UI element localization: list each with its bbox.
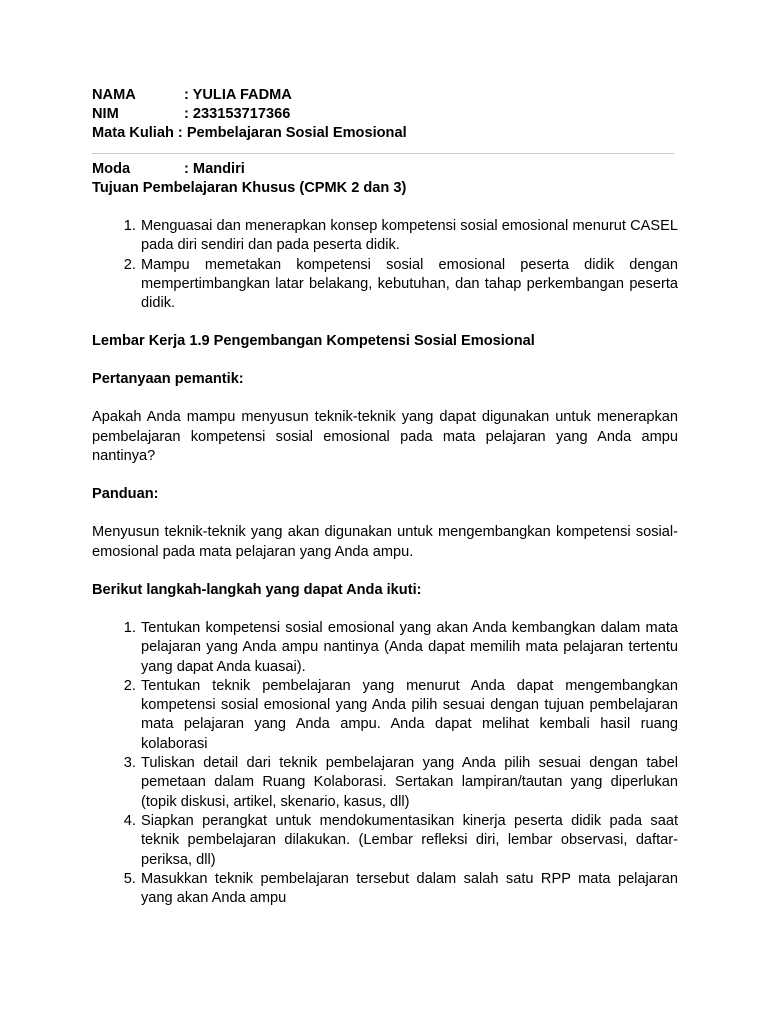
langkah-item: 1. Tentukan kompetensi sosial emosional yang akan Anda kembangkan dalam mata pelajaran yang Anda ampu nantinya (Anda dapat memilih mata pelajaran tertentu yang dapat Anda kuasai). bbox=[140, 619, 678, 677]
lembar-kerja-title: Lembar Kerja 1.9 Pengembangan Kompetensi Sosial Emosional bbox=[92, 333, 535, 350]
nim-label: NIM bbox=[92, 106, 119, 122]
nama-label: NAMA bbox=[92, 87, 136, 103]
langkah-item: 3. Tuliskan detail dari teknik pembelajaran yang Anda pilih sesuai dengan tabel pemetaan dalam Ruang Kolaborasi. Sertakan lampiran/tautan yang diperlukan (topik diskusi, artikel, skenario, kasus, dll) bbox=[140, 754, 678, 812]
matkul-label: Mata Kuliah bbox=[92, 125, 174, 141]
tujuan-list bbox=[92, 217, 678, 313]
nim-value: : 233153717366 bbox=[184, 106, 291, 122]
langkah-heading: Berikut langkah-langkah yang dapat Anda ikuti: bbox=[92, 581, 422, 598]
panduan-heading: Panduan: bbox=[92, 486, 159, 503]
langkah-item: 2. Tentukan teknik pembelajaran yang menurut Anda dapat mengembangkan kompetensi sosial emosional yang Anda pilih sesuai dengan tujuan pembelajaran mata pelajaran yang Anda ampu. Anda dapat melihat kembali hasil ruang kolaborasi bbox=[140, 677, 678, 754]
moda-label: Moda bbox=[92, 161, 131, 177]
tujuan-item: 1. Menguasai dan menerapkan konsep kompetensi sosial emosional menurut CASEL pada diri sendiri dan pada peserta didik. bbox=[140, 217, 678, 256]
tujuan-heading: Tujuan Pembelajaran Khusus (CPMK 2 dan 3) bbox=[92, 180, 407, 196]
header-divider bbox=[92, 153, 674, 154]
langkah-item: 5. Masukkan teknik pembelajaran tersebut dalam salah satu RPP mata pelajaran yang akan Anda ampu bbox=[140, 870, 678, 909]
matkul-row bbox=[92, 124, 678, 143]
matkul-value: : Pembelajaran Sosial Emosional bbox=[177, 125, 407, 141]
nim-row bbox=[92, 105, 678, 124]
moda-value: : Mandiri bbox=[184, 161, 245, 177]
tujuan-item: 2. Mampu memetakan kompetensi sosial emosional peserta didik dengan mempertimbangkan latar belakang, kebutuhan, dan tahap perkembangan peserta didik. bbox=[140, 256, 678, 314]
langkah-list bbox=[92, 619, 678, 908]
nama-row bbox=[92, 86, 678, 105]
moda-row bbox=[92, 160, 678, 179]
nama-value: : YULIA FADMA bbox=[184, 87, 292, 103]
panduan-text: Menyusun teknik-teknik yang akan digunakan untuk mengembangkan kompetensi sosial-emosional pada mata pelajaran yang Anda ampu. bbox=[92, 524, 678, 560]
pertanyaan-heading: Pertanyaan pemantik: bbox=[92, 371, 244, 388]
document-page bbox=[92, 86, 678, 908]
langkah-item: 4. Siapkan perangkat untuk mendokumentasikan kinerja peserta didik pada saat teknik pembelajaran dilakukan. (Lembar refleksi diri, lembar observasi, daftar-periksa, dll) bbox=[140, 812, 678, 870]
pertanyaan-text: Apakah Anda mampu menyusun teknik-teknik yang dapat digunakan untuk menerapkan pembelajaran kompetensi sosial emosional pada mata pelajaran yang Anda ampu nantinya? bbox=[92, 409, 678, 465]
